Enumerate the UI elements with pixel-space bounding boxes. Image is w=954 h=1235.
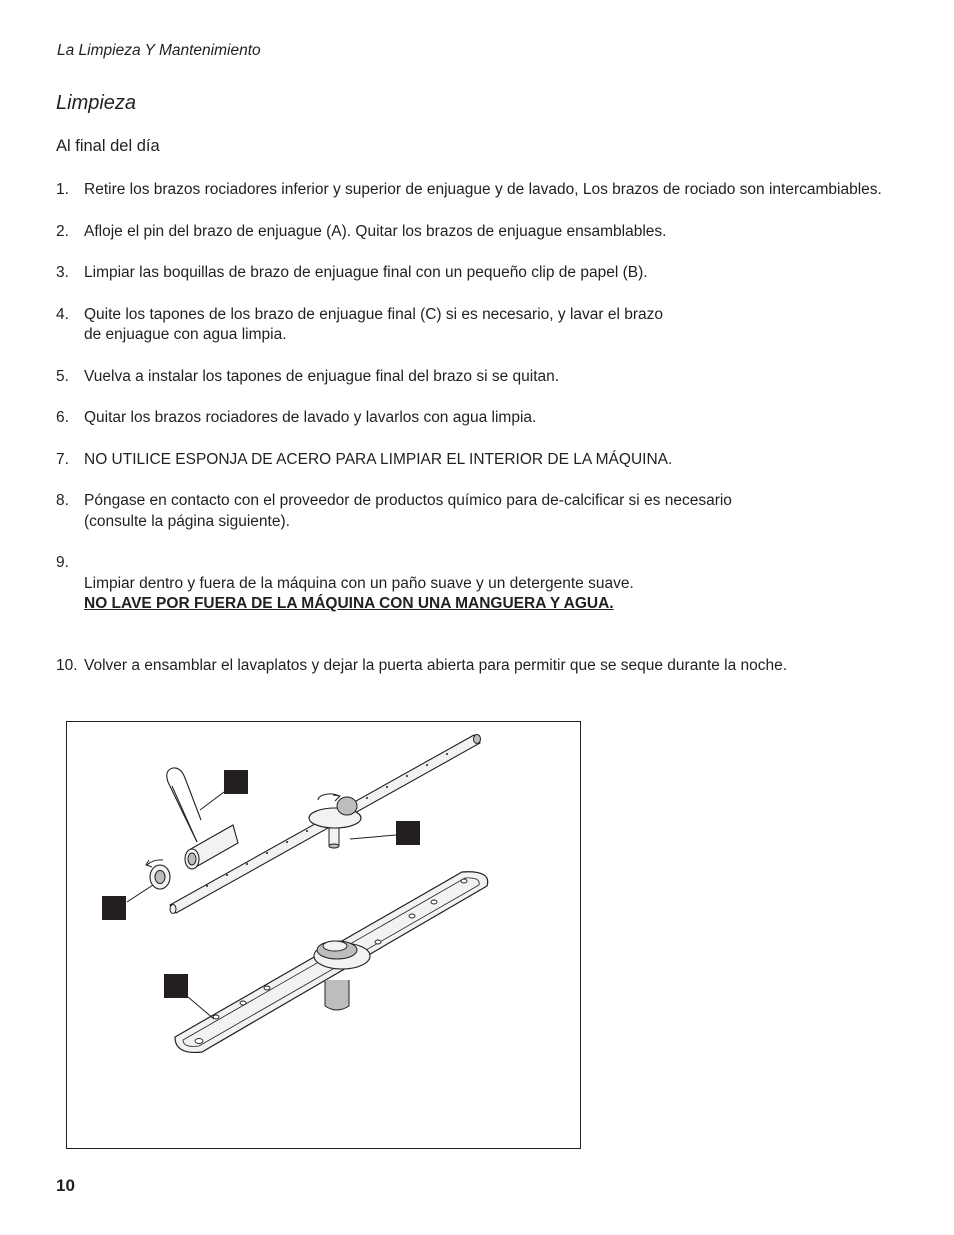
spray-arm-illustration bbox=[67, 722, 582, 1150]
step-number: 6. bbox=[56, 409, 69, 426]
step-text: Limpiar dentro y fuera de la máquina con un paño suave y un detergente suave. bbox=[84, 574, 634, 592]
steps-list bbox=[56, 180, 916, 698]
step-number: 10. bbox=[56, 657, 78, 674]
list-item bbox=[56, 367, 916, 388]
list-item bbox=[56, 491, 916, 532]
step-text: Quitar los brazos rociadores de lavado y lavarlos con agua limpia. bbox=[84, 409, 537, 426]
list-item bbox=[56, 656, 916, 677]
step-number: 2. bbox=[56, 222, 69, 240]
step-number: 3. bbox=[56, 264, 69, 281]
page-title: Limpieza bbox=[56, 92, 137, 114]
step-text: NO UTILICE ESPONJA DE ACERO PARA LIMPIAR EL INTERIOR DE LA MÁQUINA. bbox=[84, 450, 673, 468]
callout-marker-a bbox=[224, 770, 248, 794]
list-item bbox=[56, 450, 916, 471]
step-number: 8. bbox=[56, 492, 69, 509]
step-text: Póngase en contacto con el proveedor de productos químico para de-calcificar si es necesario (consulte la página siguiente). bbox=[84, 492, 732, 530]
step-text-block bbox=[84, 553, 916, 635]
page-number: 10 bbox=[56, 1176, 75, 1195]
step-text: Limpiar las boquillas de brazo de enjuague final con un pequeño clip de papel (B). bbox=[84, 264, 648, 281]
callout-marker-d bbox=[164, 974, 188, 998]
section-header: La Limpieza Y Mantenimiento bbox=[57, 42, 261, 59]
step-text: Retire los brazos rociadores inferior y superior de enjuague y de lavado, Los brazos de rociado son intercambiables. bbox=[84, 181, 882, 198]
paper-clip-icon bbox=[167, 768, 201, 842]
step-number: 1. bbox=[56, 181, 69, 198]
step-number: 9. bbox=[56, 554, 69, 571]
list-item bbox=[56, 553, 916, 635]
step-number: 4. bbox=[56, 305, 69, 323]
list-item bbox=[56, 180, 916, 201]
step-text: Afloje el pin del brazo de enjuague (A). Quitar los brazos de enjuague ensamblables. bbox=[84, 222, 667, 240]
end-plug bbox=[146, 860, 170, 889]
subtitle: Al final del día bbox=[56, 137, 160, 155]
callout-marker-b bbox=[396, 821, 420, 845]
rinse-arm-end-cap bbox=[185, 825, 238, 869]
step-text: Vuelva a instalar los tapones de enjuague final del brazo si se quitan. bbox=[84, 367, 560, 385]
rinse-arm-hub bbox=[309, 794, 361, 848]
list-item bbox=[56, 408, 916, 429]
step-text: Quite los tapones de los brazo de enjuague final (C) si es necesario, y lavar el brazo de enjuague con agua limpia. bbox=[84, 305, 663, 343]
warning-text: NO LAVE POR FUERA DE LA MÁQUINA CON UNA MANGUERA Y AGUA. bbox=[84, 595, 614, 612]
step-number: 5. bbox=[56, 367, 69, 385]
spray-arm-diagram bbox=[66, 721, 581, 1149]
list-item bbox=[56, 263, 916, 284]
step-number: 7. bbox=[56, 450, 69, 468]
step-text: Volver a ensamblar el lavaplatos y dejar la puerta abierta para permitir que se seque durante la noche. bbox=[84, 657, 788, 674]
list-item bbox=[56, 222, 916, 243]
list-item bbox=[56, 305, 916, 346]
callout-marker-c bbox=[102, 896, 126, 920]
wash-arm bbox=[175, 872, 488, 1053]
